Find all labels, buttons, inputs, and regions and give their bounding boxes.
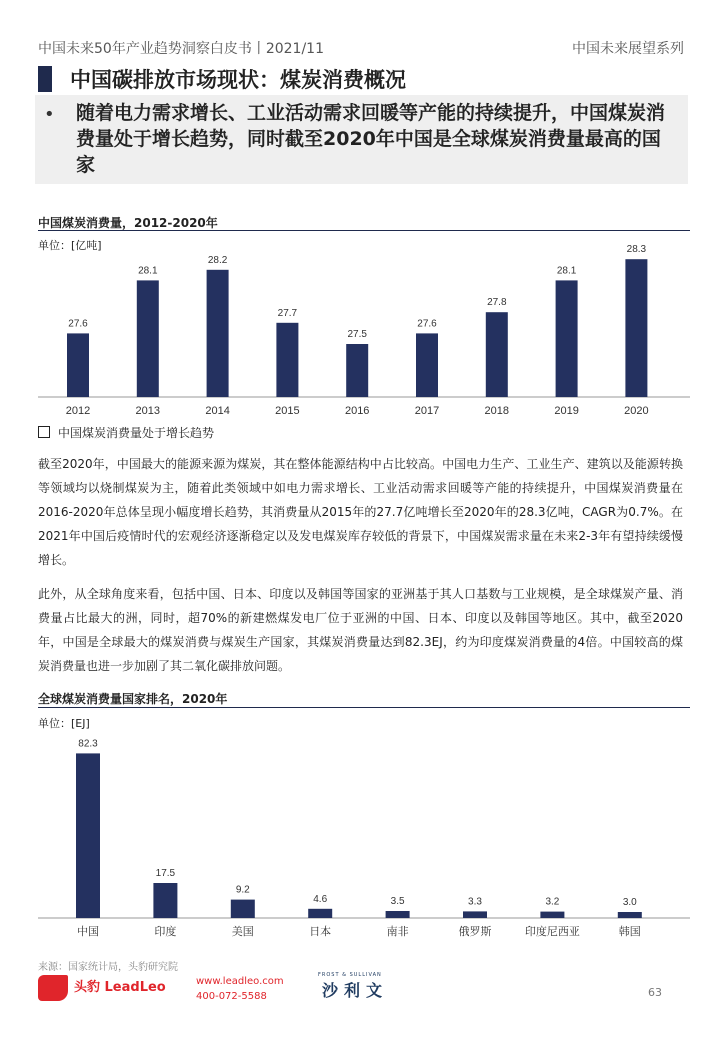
- page-number: 63: [648, 986, 662, 999]
- x-tick-label: 2014: [205, 405, 230, 417]
- data-label: 28.2: [207, 254, 228, 266]
- chart2-rule: [38, 707, 690, 708]
- source-note: 来源：国家统计局，头豹研究院: [38, 962, 178, 973]
- data-label: 9.2: [235, 884, 250, 896]
- bar: [386, 911, 410, 918]
- data-label: 3.2: [545, 896, 560, 908]
- bar: [67, 333, 89, 397]
- data-label: 3.3: [468, 896, 482, 908]
- title-marker: [38, 66, 52, 92]
- bar: [153, 883, 177, 918]
- x-tick-label: 美国: [231, 926, 254, 938]
- bar: [618, 912, 642, 918]
- x-tick-label: 2018: [484, 405, 510, 417]
- data-label: 27.8: [487, 297, 507, 309]
- data-label: 28.1: [138, 265, 158, 277]
- bar: [463, 911, 487, 918]
- bar: [625, 259, 647, 397]
- data-label: 27.6: [417, 318, 437, 330]
- bar: [416, 333, 438, 397]
- chart1-title: 中国煤炭消费量，2012-2020年: [38, 216, 218, 230]
- phone-number: 400-072-5588: [196, 991, 267, 1002]
- chart2-title: 全球煤炭消费量国家排名，2020年: [38, 692, 228, 706]
- chart2: [0, 720, 720, 950]
- bar: [231, 900, 255, 918]
- x-tick-label: 南非: [386, 926, 409, 938]
- paragraph-1: 截至2020年，中国最大的能源来源为煤炭，其在整体能源结构中占比较高。中国电力生产、工业生产、建筑以及能源转换等领域均以烧制煤炭为主，随着此类领域中如电力需求增长、工业活动需求回暖等产能的持续提升，中国煤炭消费量在2016-2020年总体呈现小幅度增长趋势，其消费量从2015年的27.7亿吨增长至2020年的28.3亿吨，CAGR为0.7%。在2021年中国后疫情时代的宏观经济逐渐稳定以及发电煤炭库存较低的背景下，中国煤炭需求量在未来2-3年有望持续缓慢增长。: [38, 457, 683, 567]
- data-label: 3.0: [622, 897, 637, 908]
- x-tick-label: 韩国: [618, 926, 641, 938]
- x-tick-label: 2020: [624, 405, 649, 417]
- x-tick-label: 印度: [154, 926, 177, 938]
- chart1-rule: [38, 230, 690, 231]
- bar: [207, 270, 229, 397]
- bar: [346, 344, 368, 397]
- data-label: 4.6: [313, 893, 328, 905]
- data-label: 27.6: [68, 318, 88, 330]
- page-title: 中国碳排放市场现状：煤炭消费概况: [70, 68, 406, 92]
- partner-logo: 沙利文: [322, 981, 389, 1000]
- leadleo-logo-icon: [38, 975, 68, 1001]
- data-label: 27.7: [277, 307, 298, 319]
- chart1-unit: 单位：[亿吨]: [38, 239, 102, 252]
- bar: [76, 753, 100, 918]
- lead-text: 随着电力需求增长、工业活动需求回暖等产能的持续提升，中国煤炭消费量处于增长趋势，同时截至2020年中国是全球煤炭消费量最高的国家: [76, 102, 666, 176]
- header-doc-title: 中国未来50年产业趋势洞察白皮书丨2021/11: [38, 41, 324, 57]
- paragraph-2: 此外，从全球角度来看，包括中国、日本、印度以及韩国等国家的亚洲基于其人口基数与工业规模，是全球煤炭产量、消费量占比最大的洲，同时，超70%的新建燃煤发电厂位于亚洲的中国、日本、印度以及韩国等地区。其中，截至2020年，中国是全球最大的煤炭消费与煤炭生产国家，其煤炭消费量达到82.3EJ，约为印度煤炭消费量的4倍。中国较高的煤炭消费量也进一步加剧了其二氧化碳排放问题。: [38, 587, 683, 673]
- data-label: 28.1: [556, 265, 577, 277]
- chart1: [0, 240, 720, 420]
- x-tick-label: 日本: [309, 926, 332, 938]
- bullet-icon: •: [44, 104, 55, 125]
- x-tick-label: 2016: [344, 405, 370, 417]
- bar: [556, 280, 578, 397]
- x-tick-label: 2012: [65, 405, 91, 417]
- x-tick-label: 2013: [135, 405, 161, 417]
- x-tick-label: 2015: [275, 405, 300, 417]
- data-label: 3.5: [390, 896, 405, 907]
- data-label: 28.3: [626, 244, 647, 256]
- bar: [137, 280, 159, 397]
- x-tick-label: 印度尼西亚: [524, 926, 580, 938]
- data-label: 27.5: [347, 329, 367, 340]
- website-link[interactable]: www.leadleo.com: [196, 976, 284, 987]
- chart2-unit: 单位：[EJ]: [38, 717, 90, 730]
- body-text: [38, 452, 683, 688]
- data-label: 82.3: [78, 738, 98, 750]
- x-tick-label: 2017: [414, 405, 440, 417]
- bar: [276, 323, 298, 397]
- x-tick-label: 俄罗斯: [458, 926, 492, 938]
- checkbox-square-icon: [38, 426, 50, 438]
- bar: [308, 909, 332, 918]
- bar: [486, 312, 508, 397]
- data-label: 17.5: [155, 868, 176, 879]
- x-tick-label: 2019: [554, 405, 579, 417]
- partner-small: FROST & SULLIVAN: [318, 972, 382, 978]
- header-series: 中国未来展望系列: [572, 41, 684, 57]
- section-heading: 中国煤炭消费量处于增长趋势: [58, 426, 215, 440]
- bar: [540, 912, 564, 918]
- leadleo-logo-text: 头豹 LeadLeo: [74, 980, 166, 995]
- x-tick-label: 中国: [77, 926, 99, 938]
